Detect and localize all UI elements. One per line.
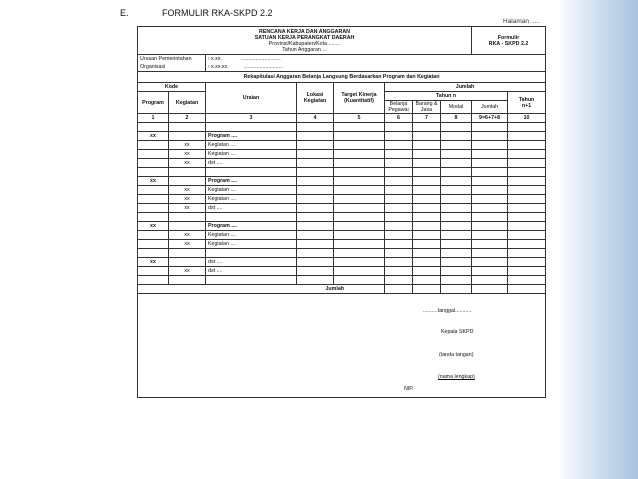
row-value-cell [334,222,385,231]
row-value-cell [508,132,546,141]
row-kegiatan-code [169,123,206,132]
table-row [138,159,546,168]
row-value-cell [508,195,546,204]
row-kegiatan-code [169,213,206,222]
doc-title-line2: SATUAN KERJA PERANGKAT DAERAH [254,34,355,41]
header-jumlah-sub: Jumlah [472,101,508,114]
row-value-cell [441,267,472,276]
urusan-value-cell [206,55,546,64]
row-value-cell [385,258,413,267]
row-kegiatan-code [169,222,206,231]
row-uraian: Kegiatan .... [206,231,297,240]
row-value-cell [297,132,334,141]
row-value-cell [472,276,508,285]
signature-placeholder: (tanda tangan) [439,352,474,358]
row-uraian: Kegiatan .... [206,186,297,195]
row-value-cell [334,150,385,159]
signature-name: (nama lengkap) [438,374,475,380]
table-row [138,276,546,285]
row-value-cell [441,276,472,285]
row-value-cell [508,258,546,267]
table-row [138,231,546,240]
row-value-cell [472,141,508,150]
row-uraian: Kegiatan .... [206,240,297,249]
row-value-cell [413,150,441,159]
row-program-code [138,204,169,213]
row-value-cell [508,204,546,213]
row-program-code [138,150,169,159]
row-value-cell [413,123,441,132]
row-value-cell [413,141,441,150]
formulir-box [472,27,546,55]
row-kegiatan-code: xx [169,195,206,204]
row-kegiatan-code: xx [169,240,206,249]
row-value-cell [334,186,385,195]
col-number: 1 [138,114,169,123]
table-row [138,132,546,141]
total-label: Jumlah [138,285,385,294]
row-value-cell [334,213,385,222]
row-value-cell [413,267,441,276]
row-value-cell [508,267,546,276]
row-value-cell [508,249,546,258]
row-value-cell [297,231,334,240]
row-value-cell [385,231,413,240]
row-value-cell [413,222,441,231]
row-value-cell [385,222,413,231]
row-uraian [206,249,297,258]
row-uraian: Program .... [206,177,297,186]
header-barang-line2: Jasa [420,107,433,113]
row-value-cell [297,204,334,213]
row-program-code [138,213,169,222]
row-value-cell [385,141,413,150]
row-value-cell [334,177,385,186]
row-value-cell [334,258,385,267]
row-value-cell [413,204,441,213]
row-value-cell [441,150,472,159]
row-value-cell [385,267,413,276]
row-value-cell [385,213,413,222]
row-value-cell [297,177,334,186]
table-row [138,258,546,267]
header-lokasi-line1: Lokasi [306,92,324,98]
row-value-cell [441,240,472,249]
col-number: 6 [385,114,413,123]
header-belanja-line2: Pegawai [388,107,409,113]
row-value-cell [334,276,385,285]
row-value-cell [334,240,385,249]
rka-form-table [137,26,546,398]
header-jumlah: Jumlah [385,83,546,92]
organisasi-value-cell [206,63,546,72]
row-value-cell [508,150,546,159]
total-cell [508,285,546,294]
row-kegiatan-code: xx [169,141,206,150]
row-program-code: xx [138,222,169,231]
table-row [138,249,546,258]
row-program-code [138,267,169,276]
row-value-cell [441,123,472,132]
row-program-code [138,231,169,240]
row-program-code [138,159,169,168]
row-value-cell [472,258,508,267]
table-row [138,168,546,177]
row-uraian: Kegiatan .... [206,195,297,204]
row-value-cell [297,159,334,168]
row-value-cell [508,159,546,168]
row-value-cell [334,195,385,204]
header-lokasi-line2: Kegiatan [303,98,327,104]
row-value-cell [508,276,546,285]
table-row [138,195,546,204]
row-value-cell [472,267,508,276]
row-value-cell [297,276,334,285]
row-value-cell [441,159,472,168]
row-value-cell [297,195,334,204]
table-row [138,213,546,222]
row-value-cell [385,240,413,249]
row-value-cell [297,168,334,177]
row-value-cell [385,123,413,132]
row-value-cell [413,132,441,141]
provinsi-line: Provinsi/Kabupaten/Kota ........ [268,40,341,47]
header-modal: Modal [441,101,472,114]
row-program-code [138,195,169,204]
urusan-dots: ........................... [240,56,281,62]
row-value-cell [385,195,413,204]
row-value-cell [334,231,385,240]
row-value-cell [413,177,441,186]
header-target [334,83,385,114]
urusan-label: Urusan Pemerintahan [138,55,206,64]
row-value-cell [472,177,508,186]
col-number: 8 [441,114,472,123]
row-value-cell [472,249,508,258]
signature-date: ..........tanggal........... [423,308,472,314]
row-program-code [138,168,169,177]
row-value-cell [472,204,508,213]
row-uraian: dst .... [206,258,297,267]
row-value-cell [385,204,413,213]
row-value-cell [472,168,508,177]
row-value-cell [385,186,413,195]
row-kegiatan-code [169,249,206,258]
organisasi-dots: ........................... [243,64,284,70]
organisasi-value: : x.xx.xx. [208,64,229,70]
row-value-cell [508,186,546,195]
table-row [138,204,546,213]
row-value-cell [472,132,508,141]
row-value-cell [508,177,546,186]
signature-title: Kepala SKPD [441,329,474,335]
row-value-cell [441,132,472,141]
total-cell [441,285,472,294]
section-letter: E. [120,8,129,18]
row-program-code [138,186,169,195]
row-value-cell [413,186,441,195]
row-value-cell [413,231,441,240]
row-program-code: xx [138,258,169,267]
row-value-cell [413,258,441,267]
header-tahun-n1-line1: Tahun [518,96,535,103]
row-value-cell [385,132,413,141]
row-value-cell [508,222,546,231]
row-value-cell [297,186,334,195]
row-program-code: xx [138,132,169,141]
row-value-cell [441,141,472,150]
row-value-cell [413,168,441,177]
total-cell [385,285,413,294]
row-value-cell [441,195,472,204]
row-kegiatan-code: xx [169,186,206,195]
row-value-cell [385,168,413,177]
row-kegiatan-code: xx [169,231,206,240]
col-number: 3 [206,114,297,123]
row-value-cell [297,141,334,150]
row-value-cell [508,141,546,150]
row-uraian [206,276,297,285]
row-value-cell [334,168,385,177]
row-uraian: dst .... [206,267,297,276]
row-value-cell [385,159,413,168]
col-number: 5 [334,114,385,123]
row-value-cell [472,213,508,222]
row-value-cell [441,258,472,267]
row-value-cell [508,231,546,240]
row-value-cell [441,177,472,186]
row-value-cell [508,240,546,249]
header-belanja-pegawai [385,101,413,114]
row-value-cell [334,123,385,132]
row-value-cell [297,240,334,249]
row-value-cell [297,258,334,267]
header-barang-jasa [413,101,441,114]
col-number: 4 [297,114,334,123]
row-program-code [138,276,169,285]
row-kegiatan-code [169,276,206,285]
row-uraian [206,123,297,132]
formulir-label: Formulir [497,34,520,41]
signature-block [138,294,546,398]
row-value-cell [385,177,413,186]
organisasi-label: Organisasi [138,63,206,72]
row-value-cell [508,213,546,222]
row-uraian: Kegiatan .... [206,141,297,150]
row-uraian: dst .... [206,159,297,168]
row-kegiatan-code [169,177,206,186]
row-value-cell [413,249,441,258]
row-program-code [138,240,169,249]
rekap-title: Rekapitulasi Anggaran Belanja Langsung Berdasarkan Program dan Kegiatan [138,72,546,83]
page-number-label: Halaman ..... [503,18,540,25]
row-value-cell [334,204,385,213]
table-row [138,222,546,231]
row-value-cell [508,168,546,177]
tahun-anggaran-line: Tahun Anggaran ... [282,46,327,53]
header-barang-line1: Barang & [415,101,438,107]
row-value-cell [508,123,546,132]
header-belanja-line1: Belanja [389,101,408,107]
urusan-value: : x.xx. [208,56,222,62]
row-value-cell [472,123,508,132]
row-value-cell [385,276,413,285]
row-value-cell [441,249,472,258]
header-tahun-n: Tahun n [385,92,508,101]
row-value-cell [334,249,385,258]
row-value-cell [334,132,385,141]
row-value-cell [297,150,334,159]
total-cell [413,285,441,294]
table-row [138,240,546,249]
total-cell [472,285,508,294]
row-value-cell [472,222,508,231]
row-value-cell [297,123,334,132]
form-heading: FORMULIR RKA-SKPD 2.2 [162,8,273,18]
col-number: 10 [508,114,546,123]
table-row [138,150,546,159]
header-uraian: Uraian [206,83,297,114]
data-rows [138,123,546,285]
row-value-cell [413,195,441,204]
title-block [138,27,472,55]
row-value-cell [441,231,472,240]
signature-nip: NIP. [404,386,414,392]
header-program: Program [138,92,169,114]
row-uraian: Kegiatan .... [206,150,297,159]
row-uraian: Program .... [206,222,297,231]
row-uraian: Program .... [206,132,297,141]
header-kegiatan: Kegiatan [169,92,206,114]
row-program-code: xx [138,177,169,186]
row-uraian [206,213,297,222]
row-value-cell [334,159,385,168]
row-value-cell [297,249,334,258]
table-row [138,267,546,276]
row-kegiatan-code [169,132,206,141]
row-program-code [138,123,169,132]
row-value-cell [413,240,441,249]
row-value-cell [472,186,508,195]
row-value-cell [472,150,508,159]
row-value-cell [441,222,472,231]
doc-title-line1: RENCANA KERJA DAN ANGGARAN [259,28,350,35]
header-tahun-n1-line2: n+1 [521,102,532,109]
header-tahun-n1 [508,92,546,114]
table-row [138,123,546,132]
row-value-cell [472,240,508,249]
row-value-cell [472,231,508,240]
row-value-cell [441,213,472,222]
row-kegiatan-code: xx [169,204,206,213]
table-row [138,186,546,195]
row-kegiatan-code [169,258,206,267]
row-value-cell [413,213,441,222]
row-program-code [138,141,169,150]
row-uraian [206,168,297,177]
row-value-cell [441,186,472,195]
row-value-cell [385,249,413,258]
header-target-line2: (Kuantitatif) [344,98,374,104]
row-value-cell [297,267,334,276]
row-value-cell [334,267,385,276]
row-value-cell [297,222,334,231]
row-value-cell [297,213,334,222]
row-uraian: dst .... [206,204,297,213]
row-kegiatan-code: xx [169,267,206,276]
col-number: 2 [169,114,206,123]
row-value-cell [413,159,441,168]
table-row [138,177,546,186]
row-value-cell [385,150,413,159]
row-value-cell [441,168,472,177]
row-program-code [138,249,169,258]
header-target-line1: Target Kinerja [341,92,377,98]
row-kegiatan-code: xx [169,150,206,159]
col-number: 9=6+7+8 [472,114,508,123]
row-value-cell [441,204,472,213]
formulir-code: RKA - SKPD 2.2 [488,40,529,47]
header-kode: Kode [138,83,206,92]
row-value-cell [472,159,508,168]
row-value-cell [334,141,385,150]
header-lokasi [297,83,334,114]
row-value-cell [413,276,441,285]
row-kegiatan-code: xx [169,159,206,168]
row-kegiatan-code [169,168,206,177]
col-number: 7 [413,114,441,123]
table-row [138,141,546,150]
row-value-cell [472,195,508,204]
